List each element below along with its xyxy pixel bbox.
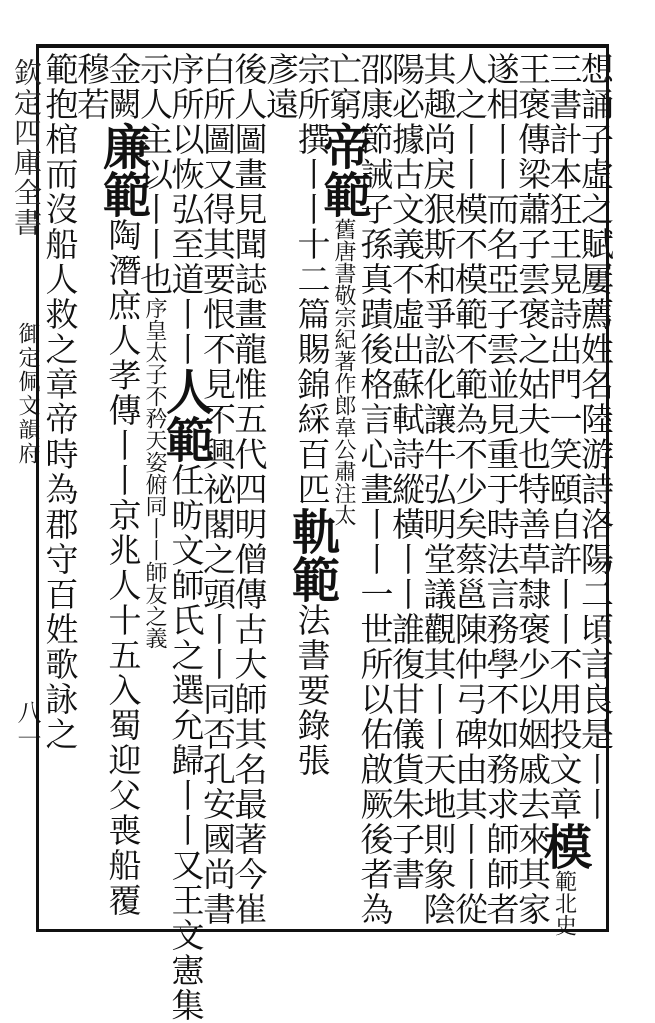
body-text: 彥遠 — [261, 52, 300, 122]
body-text: 序所以恢弘至道丨丨 — [166, 52, 206, 367]
body-text: 金闕 — [103, 52, 143, 122]
text-column — [37, 52, 83, 922]
heading-word: 人範 — [157, 367, 214, 463]
body-text: 穆若 — [72, 52, 111, 122]
body-text: 白所圖又得其要恨不見不興祕閣之頭丨丨同否孔安國尚書 — [198, 52, 237, 927]
volume-title: 御定佩文韻府 — [15, 322, 40, 466]
body-text: 示人主以丨丨也 — [135, 52, 174, 297]
body-text: 任昉文師氏之選允歸丨丨又王文憲集 — [166, 463, 206, 1023]
body-text: 宗所撰丨丨十二篇賜錦綵百匹 — [292, 52, 332, 507]
body-text: 邵康節誡子孫真蹟後格言心畫丨丨一世所以佑啟厥後者為 — [355, 52, 395, 927]
body-text: 三書計本狂王晃詩出門一笑頤自許丨丨不用投文章 — [544, 52, 584, 822]
body-text: 陶潛庶人孝傳丨丨京兆人十五入蜀迎父喪船覆 — [103, 218, 143, 918]
body-text: 人之丨丨模不模範不範為不少矣蔡邕陳仲弓碑由其丨丨從 — [450, 52, 489, 927]
heading-word: 軌範 — [283, 507, 340, 603]
heading-word: 帝範 — [315, 122, 371, 218]
annotation-text: 範北史 — [551, 870, 577, 936]
body-text: 後人圖畫見聞誌畫龍惟五代四明僧傳古大師其名最著今崔 — [229, 52, 269, 927]
body-text: 遂相丨丨而名亞子雲並見重于時法言務學不如務求師師者 — [481, 52, 521, 927]
bottom-border — [36, 929, 608, 932]
annotation-text: 序皇太子不矜天姿俯同丨丨師友之義 — [142, 297, 167, 649]
body-text: 王褒傳梁蕭子雲褒之姑夫也特善草隸褒少以姻戚去來其家 — [513, 52, 552, 927]
page-number: 八一 — [13, 700, 41, 752]
book-title: 欽定四庫全書 — [10, 58, 43, 238]
heading-word: 廉範 — [94, 122, 151, 218]
annotation-text: 舊唐書敬宗紀著作郎韋公肅注太 — [331, 218, 356, 526]
body-text: 想誦子虛之賦屢薦姓名陸游詩洛陽二頃言良是丨丨 — [576, 52, 615, 822]
body-text: 範抱棺而沒船人救之章帝時為郡守百姓歌詠之 — [40, 52, 80, 752]
heading-word: 模 — [535, 822, 592, 870]
body-text: 其趣尚戾狠斯和爭訟化讓牛弘明堂議觀其丨丨天地則象陰 — [418, 52, 458, 927]
top-border — [36, 44, 608, 48]
body-text: 亡窮 — [324, 52, 363, 122]
body-text: 陽必據古文義不虛出蘇軾詩縱橫丨丨誰復甘儀貨朱子書 — [387, 52, 426, 892]
body-text: 法書要錄張 — [292, 603, 332, 778]
